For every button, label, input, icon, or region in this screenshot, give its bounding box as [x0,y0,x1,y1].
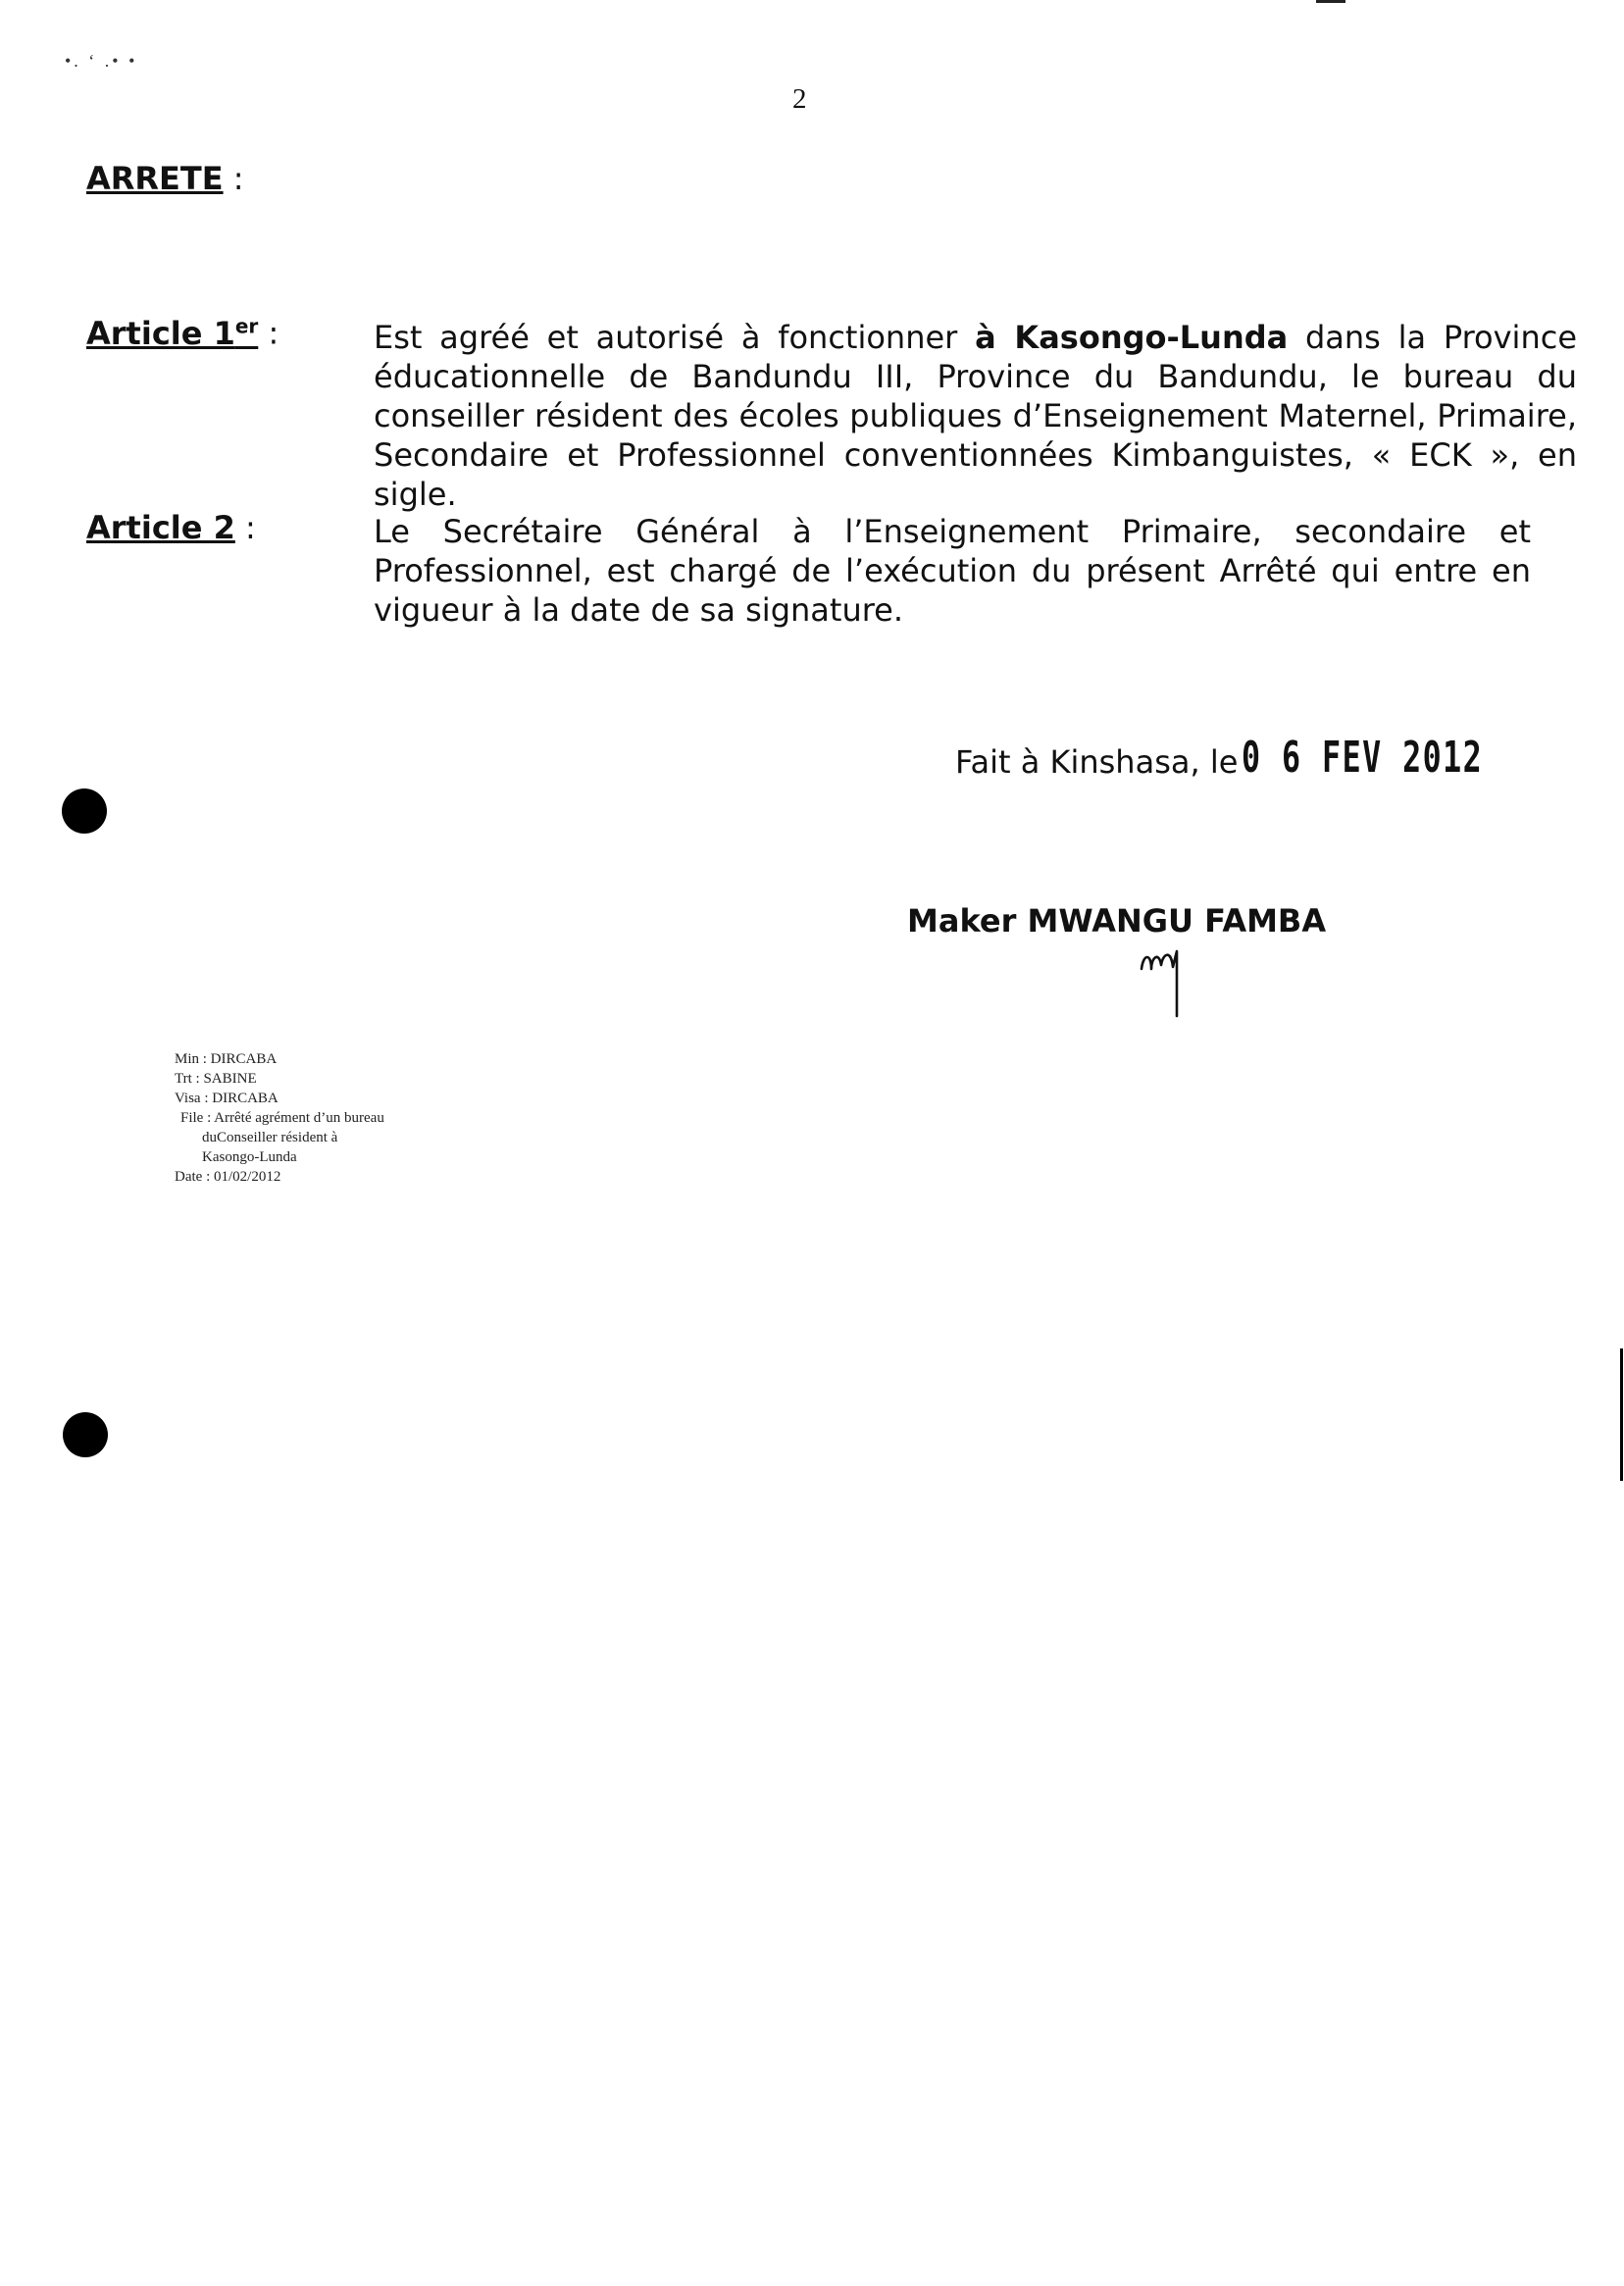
article-1-colon: : [258,314,279,352]
article-1-name: Article 1 [86,314,235,352]
fait-a-kinshasa: Fait à Kinshasa, le [955,743,1239,781]
footer-min: Min : DIRCABA [175,1051,278,1067]
article-1-body [374,318,1577,514]
article-2-body: Le Secrétaire Général à l’Enseignement Primaire, secondaire et Professionnel, est chargé de l’exécution du présent Arrêté qui entre en vigueur à la date de sa signature. [374,513,1531,629]
footer-notes [175,1049,384,1187]
article-2-colon: : [234,509,256,546]
article-1-label [86,314,279,352]
signatory-name: Maker MWANGU FAMBA [907,902,1327,940]
footer-trt: Trt : SABINE [175,1071,257,1087]
footer-date: Date : 01/02/2012 [175,1169,281,1185]
arrete-colon: : [223,160,244,197]
article-1-title [86,315,258,352]
scan-dash [1316,0,1345,3]
punch-hole [63,1412,108,1457]
article-1-text-before: Est agréé et autorisé à fonctionner [374,319,976,356]
article-1-text-bold: à Kasongo-Lunda [975,319,1289,356]
article-2-title: Article 2 [86,509,235,546]
footer-file: File : Arrêté agrément d’un bureau [180,1110,384,1126]
arrete-title: ARRETE [86,160,224,197]
signature [1138,940,1196,1018]
scan-edge-line [1620,1348,1623,1481]
footer-visa: Visa : DIRCABA [175,1091,279,1106]
footer-file-line3: Kasongo-Lunda [202,1149,297,1165]
page-number: 2 [792,83,807,115]
date-stamp: 0 6 FEV 2012 [1242,733,1484,783]
article-2-label [86,509,256,546]
scan-marks: •. ʻ .• • [65,51,138,71]
article-1-sup: er [234,314,259,337]
punch-hole [62,788,107,834]
footer-file-line2: duConseiller résident à [202,1130,338,1145]
arrete-heading [86,160,244,197]
article-1-text-after: dans la Province éducationnelle de Bandundu III, Province du Bandundu, le bureau du conseiller résident des écoles publiques d’Enseignement Maternel, Primaire, Secondaire et Professionnel conventionnées Kimbanguistes, « ECK », en sigle. [374,319,1578,513]
